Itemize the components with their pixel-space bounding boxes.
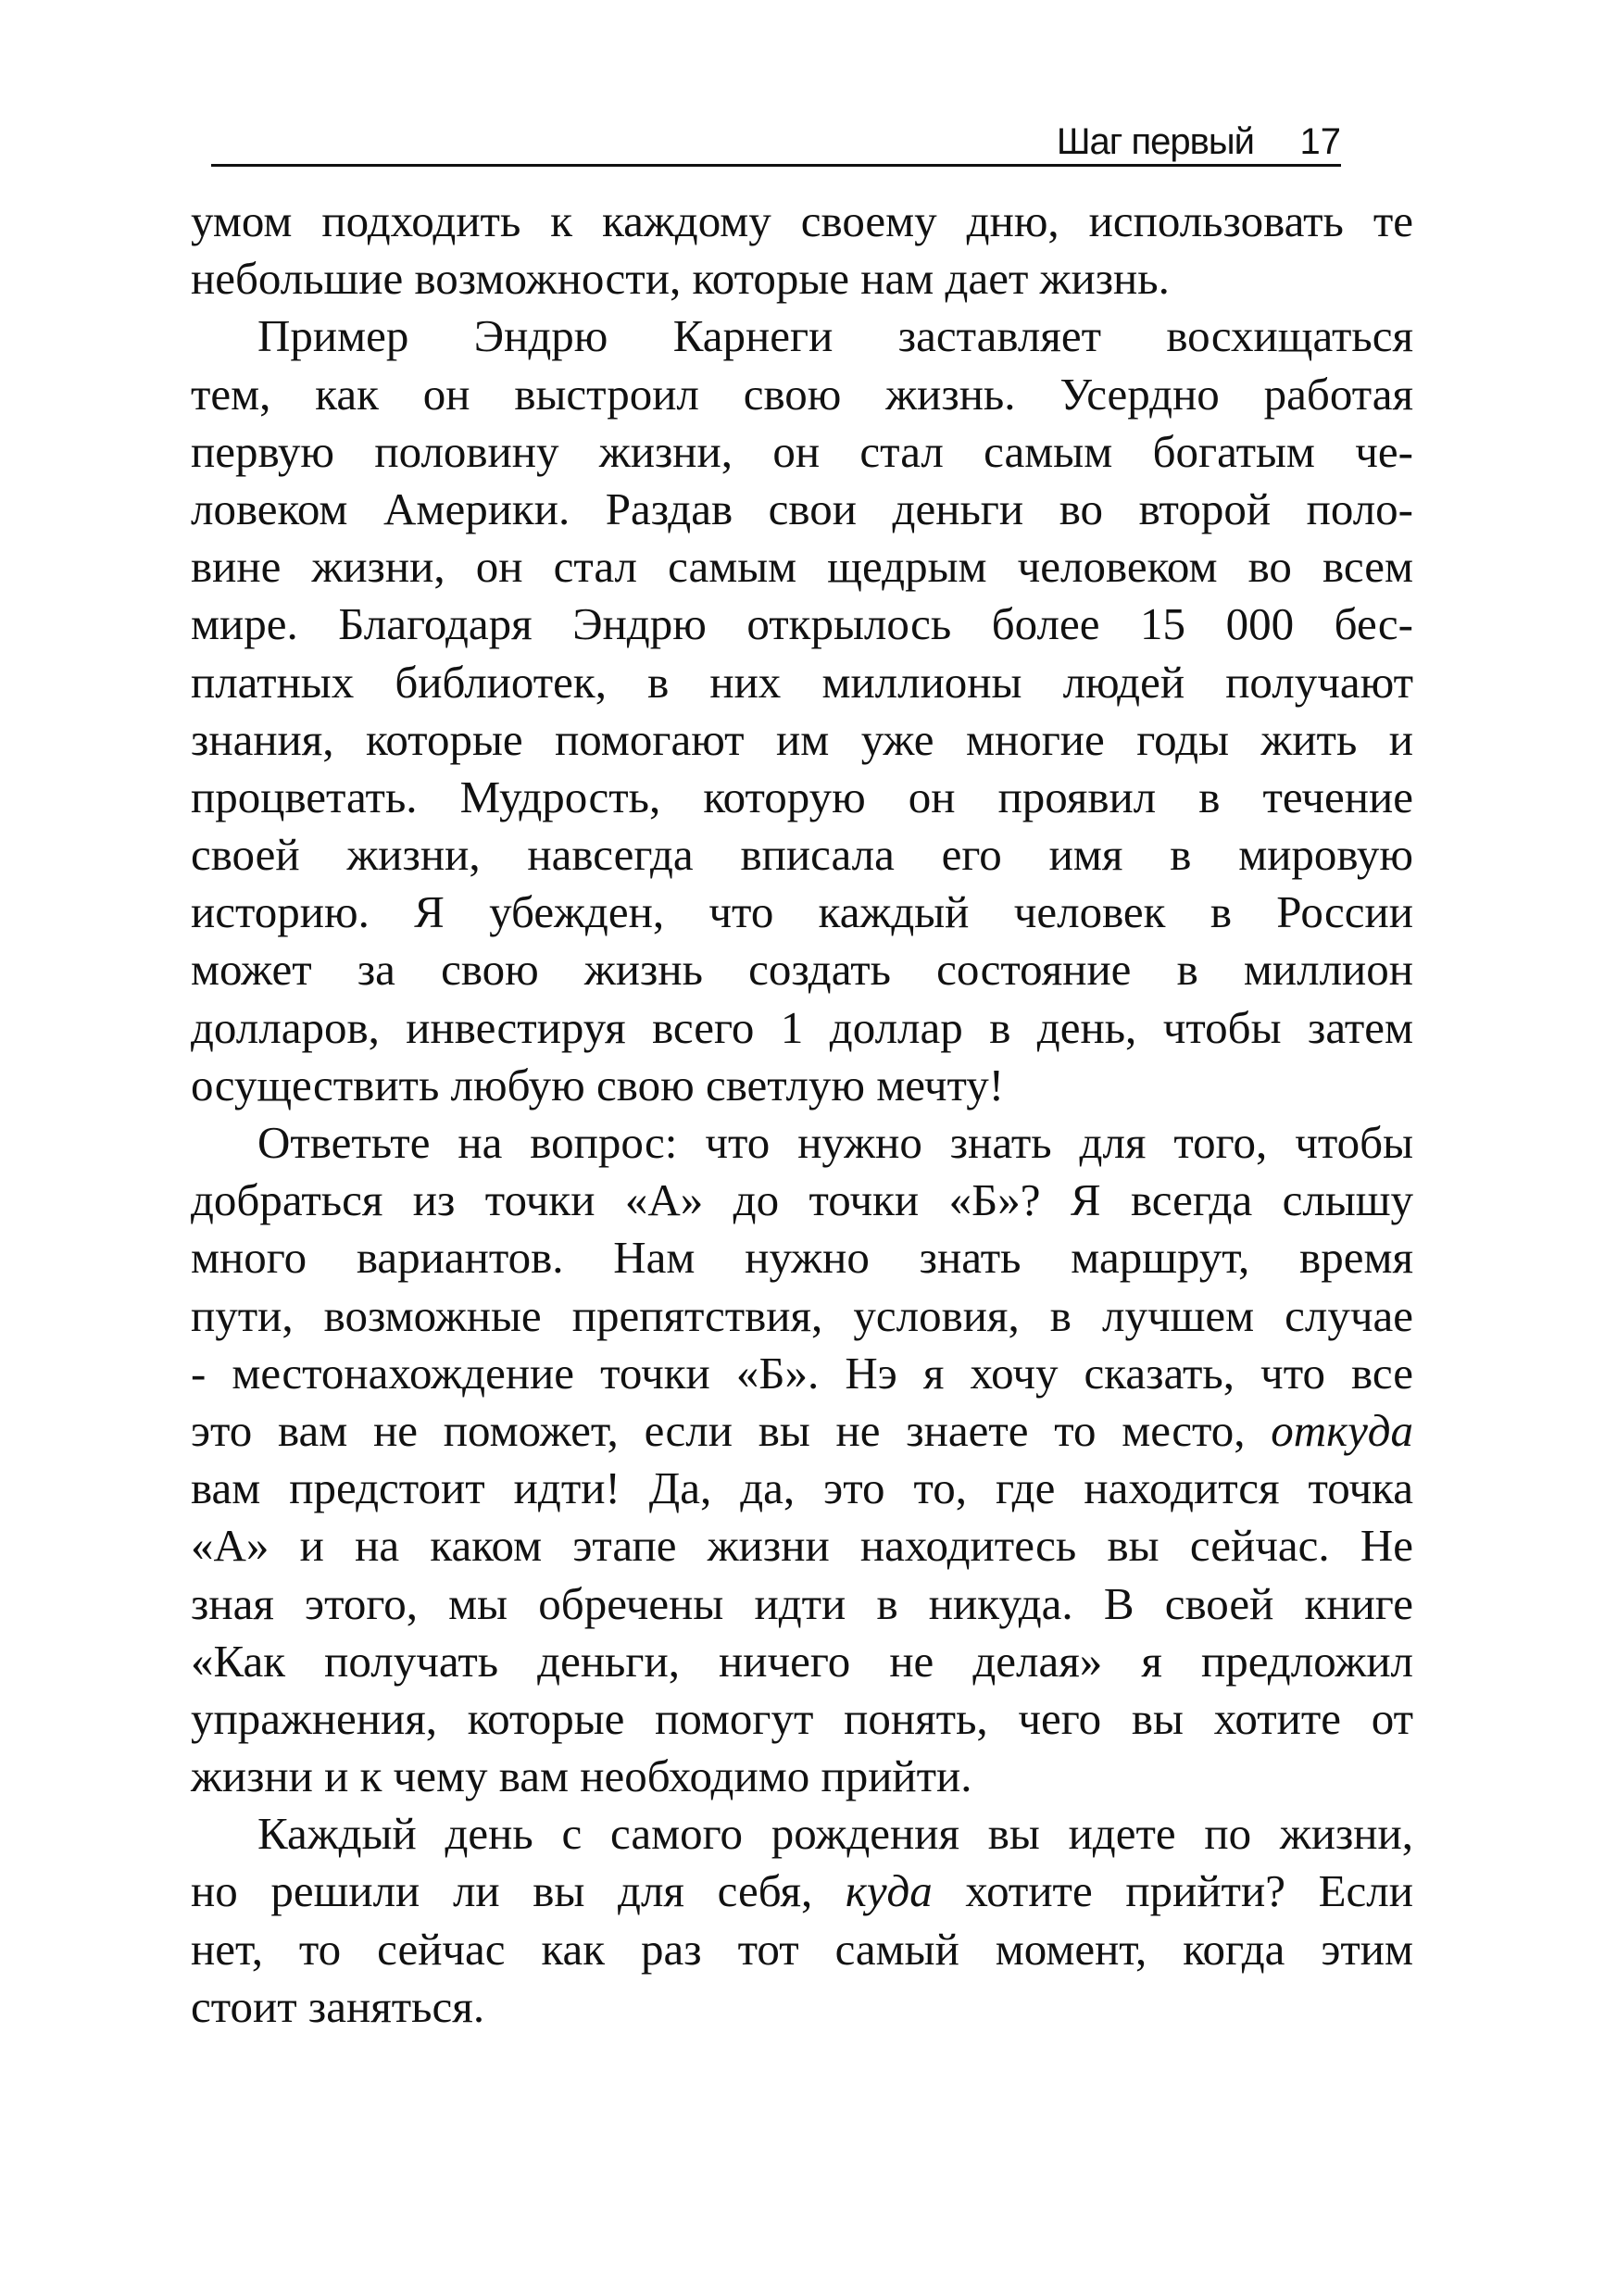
- text-line: [191, 1863, 1413, 1920]
- text-line: «А» и на каком этапе жизни находитесь вы сейчас. Не: [191, 1520, 1413, 1572]
- paragraph-1: [191, 193, 1413, 307]
- line-text: хотите прийти? Если: [932, 1865, 1413, 1917]
- text-line: может за свою жизнь создать состояние в миллион: [191, 944, 1413, 996]
- text-line: умом подходить к каждому своему дню, использовать те: [191, 195, 1413, 246]
- italic-word: куда: [845, 1865, 933, 1917]
- text-line: жизни и к чему вам необходимо прийти.: [191, 1750, 972, 1802]
- chapter-title: Шаг первый: [1056, 121, 1254, 162]
- body-text: [191, 193, 1413, 2036]
- text-line: нет, то сейчас как раз тот самый момент, когда этим: [191, 1923, 1413, 1975]
- text-line: знания, которые помогают им уже многие годы жить и: [191, 713, 1413, 765]
- header-rule: [211, 164, 1341, 167]
- text-line: ловеком Америки. Раздав свои деньги во второй поло-: [191, 483, 1413, 534]
- paragraph-2: [191, 307, 1413, 1114]
- text-line: осуществить любую свою светлую мечту!: [191, 1059, 1005, 1110]
- line-text: но решили ли вы для себя,: [191, 1865, 846, 1917]
- italic-word: откуда: [1271, 1404, 1413, 1456]
- text-line: историю. Я убежден, что каждый человек в России: [191, 886, 1413, 938]
- text-line: пути, возможные препятствия, условия, в лучшем случае: [191, 1289, 1413, 1341]
- text-line: [191, 1402, 1413, 1460]
- text-line: вам предстоит идти! Да, да, это то, где находится точка: [191, 1462, 1413, 1514]
- text-line: много вариантов. Нам нужно знать маршрут, время: [191, 1232, 1413, 1284]
- text-line: вине жизни, он стал самым щедрым человеком во всем: [191, 541, 1413, 593]
- running-header: [211, 119, 1341, 165]
- text-line: процветать. Мудрость, которую он проявил в течение: [191, 771, 1413, 822]
- text-line: Пример Эндрю Карнеги заставляет восхищаться: [257, 310, 1413, 362]
- text-line: своей жизни, навсегда вписала его имя в мировую: [191, 829, 1413, 881]
- text-line: небольшие возможности, которые нам дает жизнь.: [191, 253, 1170, 305]
- text-line: тем, как он выстроил свою жизнь. Усердно работая: [191, 368, 1413, 420]
- text-line: первую половину жизни, он стал самым богатым че-: [191, 425, 1413, 477]
- page-number: 17: [1299, 121, 1341, 162]
- text-line: «Как получать деньги, ничего не делая» я предложил: [191, 1635, 1413, 1687]
- text-line: зная этого, мы обречены идти в никуда. В своей книге: [191, 1577, 1413, 1629]
- text-line: упражнения, которые помогут понять, чего вы хотите от: [191, 1692, 1413, 1744]
- text-line: Каждый день с самого рождения вы идете по жизни,: [257, 1808, 1413, 1860]
- text-line: долларов, инвестируя всего 1 доллар в день, чтобы затем: [191, 1001, 1413, 1053]
- text-line: стоит заняться.: [191, 1980, 485, 2032]
- text-line: Ответьте на вопрос: что нужно знать для того, чтобы: [257, 1117, 1413, 1168]
- text-line: - местонахождение точки «Б». Нэ я хочу сказать, что все: [191, 1347, 1413, 1399]
- paragraph-4: [191, 1805, 1413, 2036]
- line-text: это вам не поможет, если вы не знаете то место,: [191, 1404, 1272, 1456]
- text-line: добраться из точки «А» до точки «Б»? Я всегда слышу: [191, 1174, 1413, 1226]
- text-line: платных библиотек, в них миллионы людей получают: [191, 656, 1413, 708]
- paragraph-3: [191, 1114, 1413, 1805]
- text-line: мире. Благодаря Эндрю открылось более 15 000 бес-: [191, 598, 1413, 650]
